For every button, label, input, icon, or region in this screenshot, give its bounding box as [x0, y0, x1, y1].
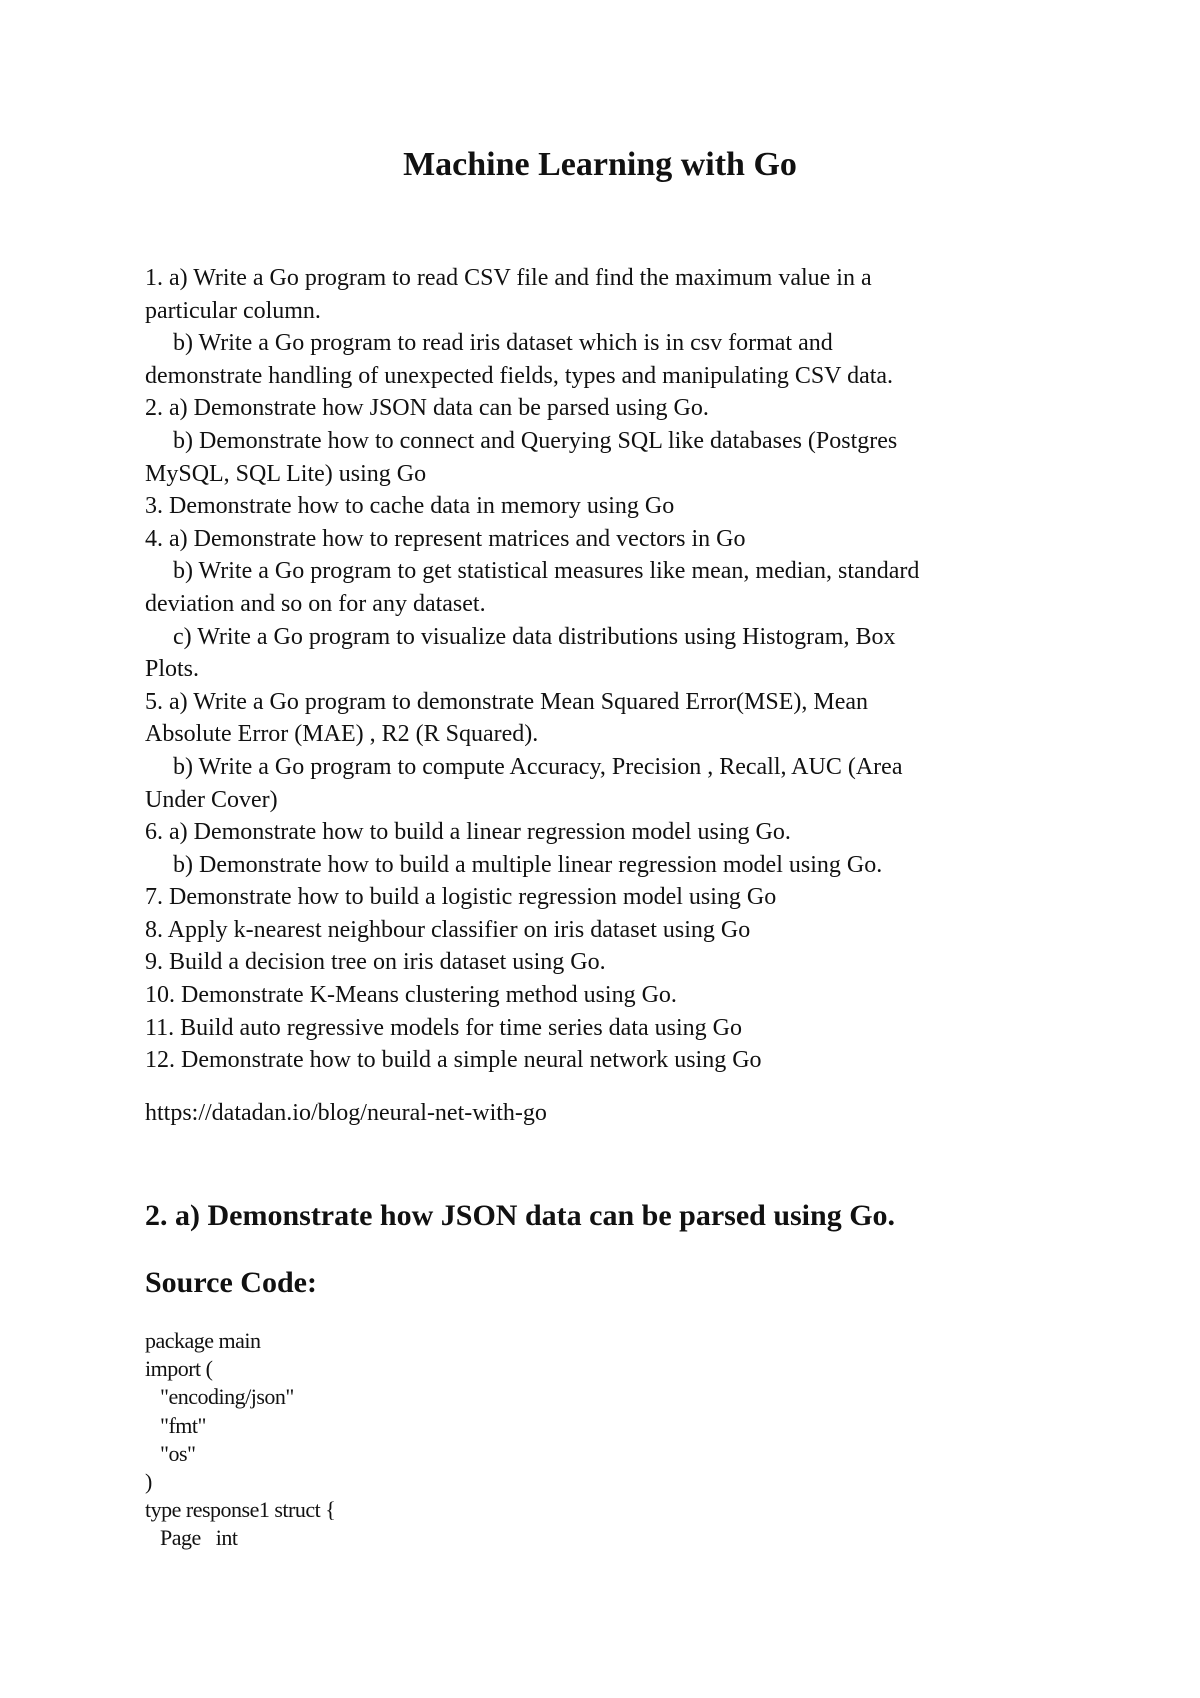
task-line: 1. a) Write a Go program to read CSV file and find the maximum value in a [145, 265, 872, 291]
task-line: 9. Build a decision tree on iris dataset using Go. [145, 949, 606, 976]
task-line: 11. Build auto regressive models for time series data using Go [145, 1014, 742, 1041]
task-line: particular column. [145, 297, 321, 324]
reference-link[interactable]: https://datadan.io/blog/neural-net-with-go [145, 1100, 547, 1126]
task-line: b) Demonstrate how to build a multiple linear regression model using Go. [173, 851, 883, 878]
task-line: b) Demonstrate how to connect and Querying SQL like databases (Postgres [173, 427, 898, 454]
code-line: "encoding/json" [145, 1384, 294, 1410]
code-line: "fmt" [145, 1412, 207, 1438]
code-line: package main [145, 1328, 261, 1353]
task-line: demonstrate handling of unexpected fields, types and manipulating CSV data. [145, 362, 894, 389]
task-line: 5. a) Write a Go program to demonstrate Mean Squared Error(MSE), Mean [145, 688, 869, 715]
code-line: "os" [145, 1440, 196, 1466]
source-code-heading: Source Code: [145, 1266, 317, 1299]
code-line: import ( [145, 1356, 213, 1382]
task-line: Plots. [145, 656, 200, 683]
task-line: MySQL, SQL Lite) using Go [145, 460, 427, 487]
task-line: 10. Demonstrate K-Means clustering method using Go. [145, 982, 677, 1009]
task-line: b) Write a Go program to compute Accuracy, Precision , Recall, AUC (Area [173, 753, 903, 780]
section-heading: 2. a) Demonstrate how JSON data can be parsed using Go. [145, 1199, 896, 1232]
page-title: Machine Learning with Go [403, 146, 797, 183]
code-line: Page int [145, 1525, 238, 1551]
task-line: c) Write a Go program to visualize data distributions using Histogram, Box [173, 623, 896, 650]
task-line: 3. Demonstrate how to cache data in memory using Go [145, 493, 675, 520]
task-list [145, 262, 1065, 1077]
task-line: deviation and so on for any dataset. [145, 590, 486, 617]
task-line: b) Write a Go program to get statistical measures like mean, median, standard [173, 558, 920, 585]
task-line: Absolute Error (MAE) , R2 (R Squared). [145, 721, 539, 748]
task-line: 12. Demonstrate how to build a simple neural network using Go [145, 1047, 762, 1074]
task-line: 2. a) Demonstrate how JSON data can be parsed using Go. [145, 395, 709, 422]
task-line: 7. Demonstrate how to build a logistic regression model using Go [145, 884, 777, 911]
code-line: ) [145, 1468, 152, 1494]
task-line: Under Cover) [145, 786, 278, 813]
task-line: b) Write a Go program to read iris dataset which is in csv format and [173, 330, 833, 357]
task-line: 6. a) Demonstrate how to build a linear regression model using Go. [145, 819, 791, 846]
task-line: 8. Apply k-nearest neighbour classifier on iris dataset using Go [145, 916, 751, 943]
code-block [145, 1327, 335, 1553]
task-line: 4. a) Demonstrate how to represent matrices and vectors in Go [145, 525, 746, 552]
code-line: type response1 struct { [145, 1497, 336, 1523]
